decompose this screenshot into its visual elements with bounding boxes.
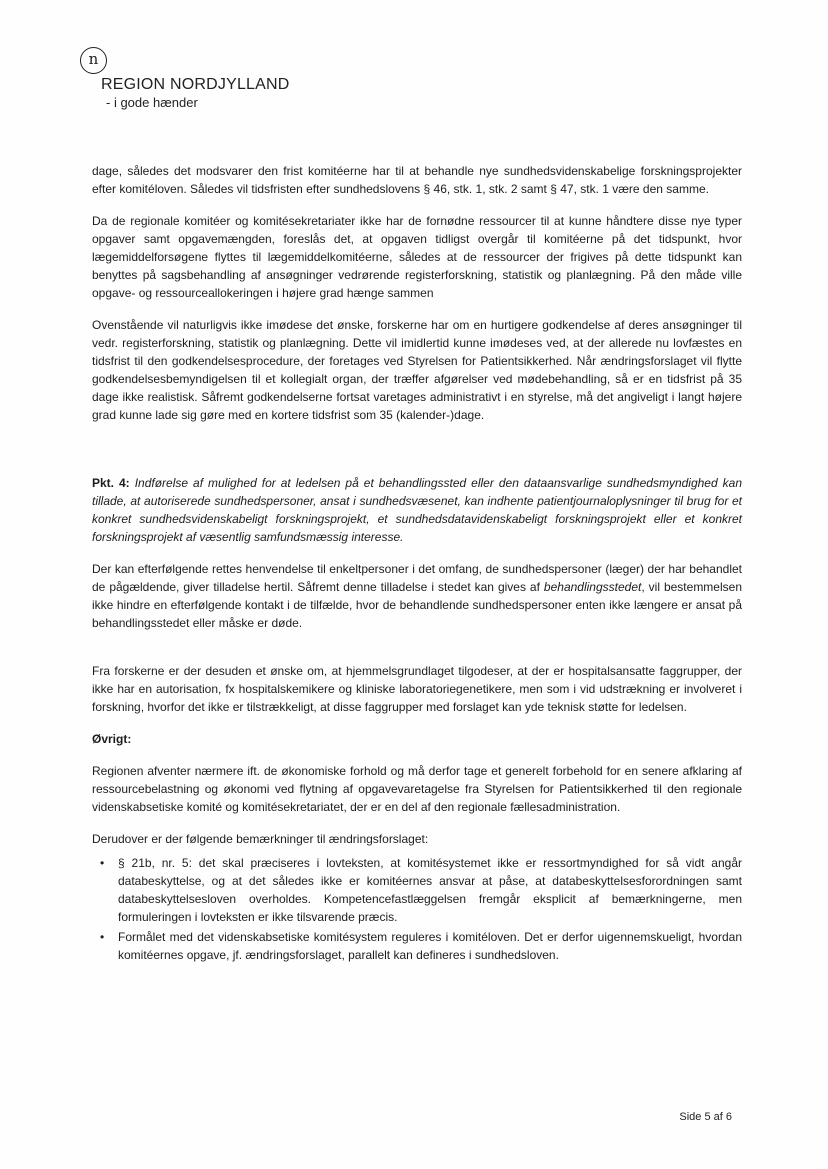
region-logo (80, 47, 340, 117)
pkt-4-text: Indførelse af mulighed for at ledelsen på et behandlingssted eller den dataansvarlige sundhedsmyndighed kan tillade, at autoriserede sundhedspersoner, ansat i sundhedsvæsenet, kan indhente patientjournaloplysninger til brug for et konkret sundhedsvidenskabeligt forskningsprojekt, et sundhedsdatavidenskabeligt forskningsprojekt eller et konkret forskningsprojekt af væsentlig samfundsmæssig interesse. (92, 476, 742, 544)
paragraph-7: Regionen afventer nærmere ift. de økonomiske forhold og må derfor tage et generelt forbehold for en senere afklaring af ressourcebelastning og økonomi ved flytning af opgavevaretagelse fra Styrelsen for Patientsikkerhed til den regionale videnskabsetiske komité og komitésekretariatet, der er en del af den regionale fællesadministration. (92, 764, 742, 814)
paragraph-1: dage, således det modsvarer den frist komitéerne har til at behandle nye sundhedsvidenskabelige forskningsprojekter efter komitéloven. Således vil tidsfristen efter sundhedslovens § 46, stk. 1, stk. 2 samt § 47, stk. 1 være den samme. (92, 164, 742, 196)
pkt-4-label: Pkt. 4: (92, 476, 130, 490)
paragraph-8: Derudover er der følgende bemærkninger til ændringsforslaget: (92, 832, 429, 846)
heading-ovrigt: Øvrigt: (92, 732, 132, 746)
list-item: • Formålet med det videnskabsetiske komitésystem reguleres i komitéloven. Det er derfor uigennemskueligt, hvordan komitéernes opgave, jf. ændringsforslaget, parallelt kan defineres i sundhedsloven. (110, 928, 742, 964)
paragraph-5-part-a: Der kan efterfølgende rettes henvendelse til enkeltpersoner i det omfang, de sundhedspersoner (læger) der har behandlet de pågældende, giver tilladelse hertil. Såfremt denne tilladelse i stedet kan gives af (92, 562, 742, 594)
region-logo-icon: n (80, 47, 107, 74)
paragraph-6: Fra forskerne er der desuden et ønske om, at hjemmelsgrundlaget tilgodeser, at der er hospitalsansatte faggrupper, der ikke har en autorisation, fx hospitalskemikere og kliniske laboratoriegenetikere, men som i vid udstrækning er involveret i forskning, hvorfor det ikke er tilstrækkeligt, at disse faggrupper med forslaget kan yde teknisk støtte for ledelsen. (92, 664, 742, 714)
list-item: • § 21b, nr. 5: det skal præciseres i lovteksten, at komitésystemet ikke er ressortmyndighed for så vidt angår databeskyttelse, og at det således ikke er komitéernes ansvar at påse, at databeskyttelsesforordningen samt databeskyttelsesloven overholdes. Kompetencefastlæggelsen fremgår eksplicit af bemærkningerne, men formuleringen i lovteksten er ikke tilsvarende præcis. (110, 854, 742, 926)
organization-name: REGION NORDJYLLAND (101, 76, 290, 93)
paragraph-5-italic: behandlingsstedet (543, 580, 642, 594)
page-number: Side 5 af 6 (679, 1111, 732, 1123)
paragraph-2: Da de regionale komitéer og komitésekretariater ikke har de fornødne ressourcer til at kunne håndtere disse nye typer opgaver samt opgavemængden, foreslås det, at opgaven tidligst overgår til komitéerne på det tidspunkt, hvor lægemiddelforsøgene flyttes til lægemiddelkomitéerne, således at de ressourcer der frigives på dette tidspunkt kan benyttes på sagsbehandling af ansøgninger vedrørende registerforskning, statistik og planlægning. På den måde ville opgave- og ressourceallokeringen i højere grad hænge sammen (92, 214, 742, 300)
paragraph-5-part-b: , vil bestemmelsen ikke hindre en efterfølgende kontakt i de tilfælde, hvor de behandlende sundhedspersoner enten ikke længere er ansat på behandlingsstedet eller måske er døde. (92, 580, 742, 630)
pkt-4-paragraph (92, 474, 742, 546)
paragraph-3: Ovenstående vil naturligvis ikke imødese det ønske, forskerne har om en hurtigere godkendelse af deres ansøgninger til vedr. registerforskning, statistik og planlægning. Dette vil imidlertid kunne imødeses ved, at der allerede nu lovfæstes en tidsfrist til den godkendelsesprocedure, der foretages ved Styrelsen for Patientsikkerhed. Når ændringsforslaget vil flytte godkendelsesbemyndigelsen til et kollegialt organ, der træffer afgørelser ved mødebehandling, så er en tidsfrist på 35 dage ikke realistisk. Såfremt godkendelserne fortsat varetages administrativt i en styrelse, må det angiveligt i langt højere grad kunne lade sig gøre med en kortere tidsfrist som 35 (kalender-)dage. (92, 318, 742, 422)
paragraph-5 (92, 560, 742, 632)
organization-tagline: - i gode hænder (106, 95, 198, 110)
remarks-list (92, 854, 742, 964)
document-body (92, 162, 742, 966)
